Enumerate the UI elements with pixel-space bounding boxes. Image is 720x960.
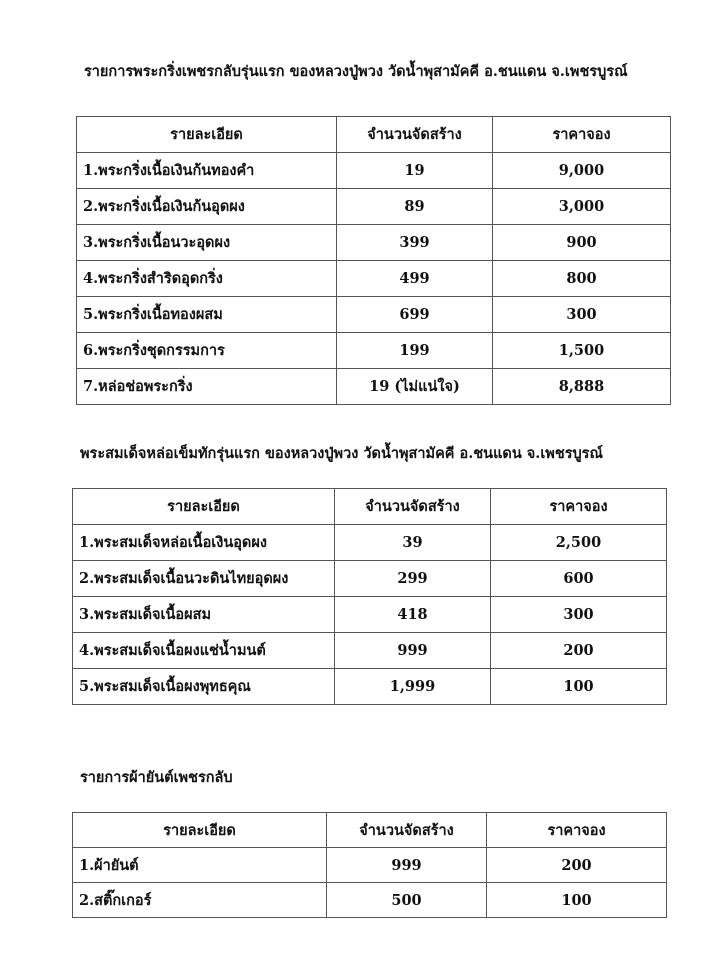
table-row (73, 883, 667, 918)
item-price: 300 (493, 297, 671, 333)
section-1-table (76, 116, 671, 405)
column-header-quantity: จำนวนจัดสร้าง (335, 489, 491, 525)
item-name: 2.สติ๊กเกอร์ (73, 883, 327, 918)
item-quantity: 1,999 (335, 669, 491, 705)
table-row (73, 633, 667, 669)
item-price: 2,500 (491, 525, 667, 561)
item-name: 5.พระกริ่งเนื้อทองผสม (77, 297, 337, 333)
item-name: 5.พระสมเด็จเนื้อผงพุทธคุณ (73, 669, 335, 705)
item-quantity: 418 (335, 597, 491, 633)
section-3-table (72, 812, 667, 918)
section-2-table (72, 488, 667, 705)
item-name: 1.พระกริ่งเนื้อเงินก้นทองคำ (77, 153, 337, 189)
item-price: 9,000 (493, 153, 671, 189)
table-header-row (77, 117, 671, 153)
table-row (77, 153, 671, 189)
item-price: 800 (493, 261, 671, 297)
item-quantity: 89 (337, 189, 493, 225)
table-row (73, 525, 667, 561)
item-price: 600 (491, 561, 667, 597)
table-row (77, 333, 671, 369)
item-name: 4.พระกริ่งสำริดอุดกริ่ง (77, 261, 337, 297)
column-header-quantity: จำนวนจัดสร้าง (337, 117, 493, 153)
item-quantity: 499 (337, 261, 493, 297)
item-price: 100 (491, 669, 667, 705)
column-header-detail: รายละเอียด (73, 489, 335, 525)
item-quantity: 299 (335, 561, 491, 597)
item-quantity: 19 (337, 153, 493, 189)
item-quantity: 999 (327, 848, 487, 883)
item-price: 100 (487, 883, 667, 918)
table-row (73, 669, 667, 705)
column-header-price: ราคาจอง (491, 489, 667, 525)
table-row (73, 597, 667, 633)
item-quantity: 699 (337, 297, 493, 333)
item-price: 3,000 (493, 189, 671, 225)
item-quantity: 500 (327, 883, 487, 918)
table-row (77, 189, 671, 225)
item-name: 4.พระสมเด็จเนื้อผงแช่น้ำมนต์ (73, 633, 335, 669)
table-header-row (73, 813, 667, 848)
item-name: 3.พระสมเด็จเนื้อผสม (73, 597, 335, 633)
item-price: 900 (493, 225, 671, 261)
table-row (77, 369, 671, 405)
item-quantity: 19 (ไม่แน่ใจ) (337, 369, 493, 405)
column-header-price: ราคาจอง (493, 117, 671, 153)
item-price: 300 (491, 597, 667, 633)
table-row (73, 848, 667, 883)
item-price: 200 (487, 848, 667, 883)
section-2-heading: พระสมเด็จหล่อเข็มทักรุ่นแรก ของหลวงปู่พวง วัดน้ำพุสามัคคี อ.ชนแดน จ.เพชรบูรณ์ (80, 445, 603, 462)
table-row (77, 297, 671, 333)
section-1-heading: รายการพระกริ่งเพชรกลับรุ่นแรก ของหลวงปู่พวง วัดน้ำพุสามัคคี อ.ชนแดน จ.เพชรบูรณ์ (84, 63, 628, 80)
column-header-detail: รายละเอียด (73, 813, 327, 848)
item-quantity: 399 (337, 225, 493, 261)
item-name: 2.พระสมเด็จเนื้อนวะดินไทยอุดผง (73, 561, 335, 597)
table-row (73, 561, 667, 597)
item-name: 1.พระสมเด็จหล่อเนื้อเงินอุดผง (73, 525, 335, 561)
column-header-detail: รายละเอียด (77, 117, 337, 153)
item-price: 200 (491, 633, 667, 669)
item-name: 2.พระกริ่งเนื้อเงินก้นอุดผง (77, 189, 337, 225)
table-header-row (73, 489, 667, 525)
item-name: 1.ผ้ายันต์ (73, 848, 327, 883)
item-quantity: 199 (337, 333, 493, 369)
column-header-quantity: จำนวนจัดสร้าง (327, 813, 487, 848)
column-header-price: ราคาจอง (487, 813, 667, 848)
item-quantity: 999 (335, 633, 491, 669)
section-3-heading: รายการผ้ายันต์เพชรกลับ (80, 769, 233, 786)
item-price: 1,500 (493, 333, 671, 369)
table-row (77, 225, 671, 261)
item-name: 6.พระกริ่งชุดกรรมการ (77, 333, 337, 369)
item-name: 7.หล่อช่อพระกริ่ง (77, 369, 337, 405)
item-quantity: 39 (335, 525, 491, 561)
item-name: 3.พระกริ่งเนื้อนวะอุดผง (77, 225, 337, 261)
table-row (77, 261, 671, 297)
item-price: 8,888 (493, 369, 671, 405)
